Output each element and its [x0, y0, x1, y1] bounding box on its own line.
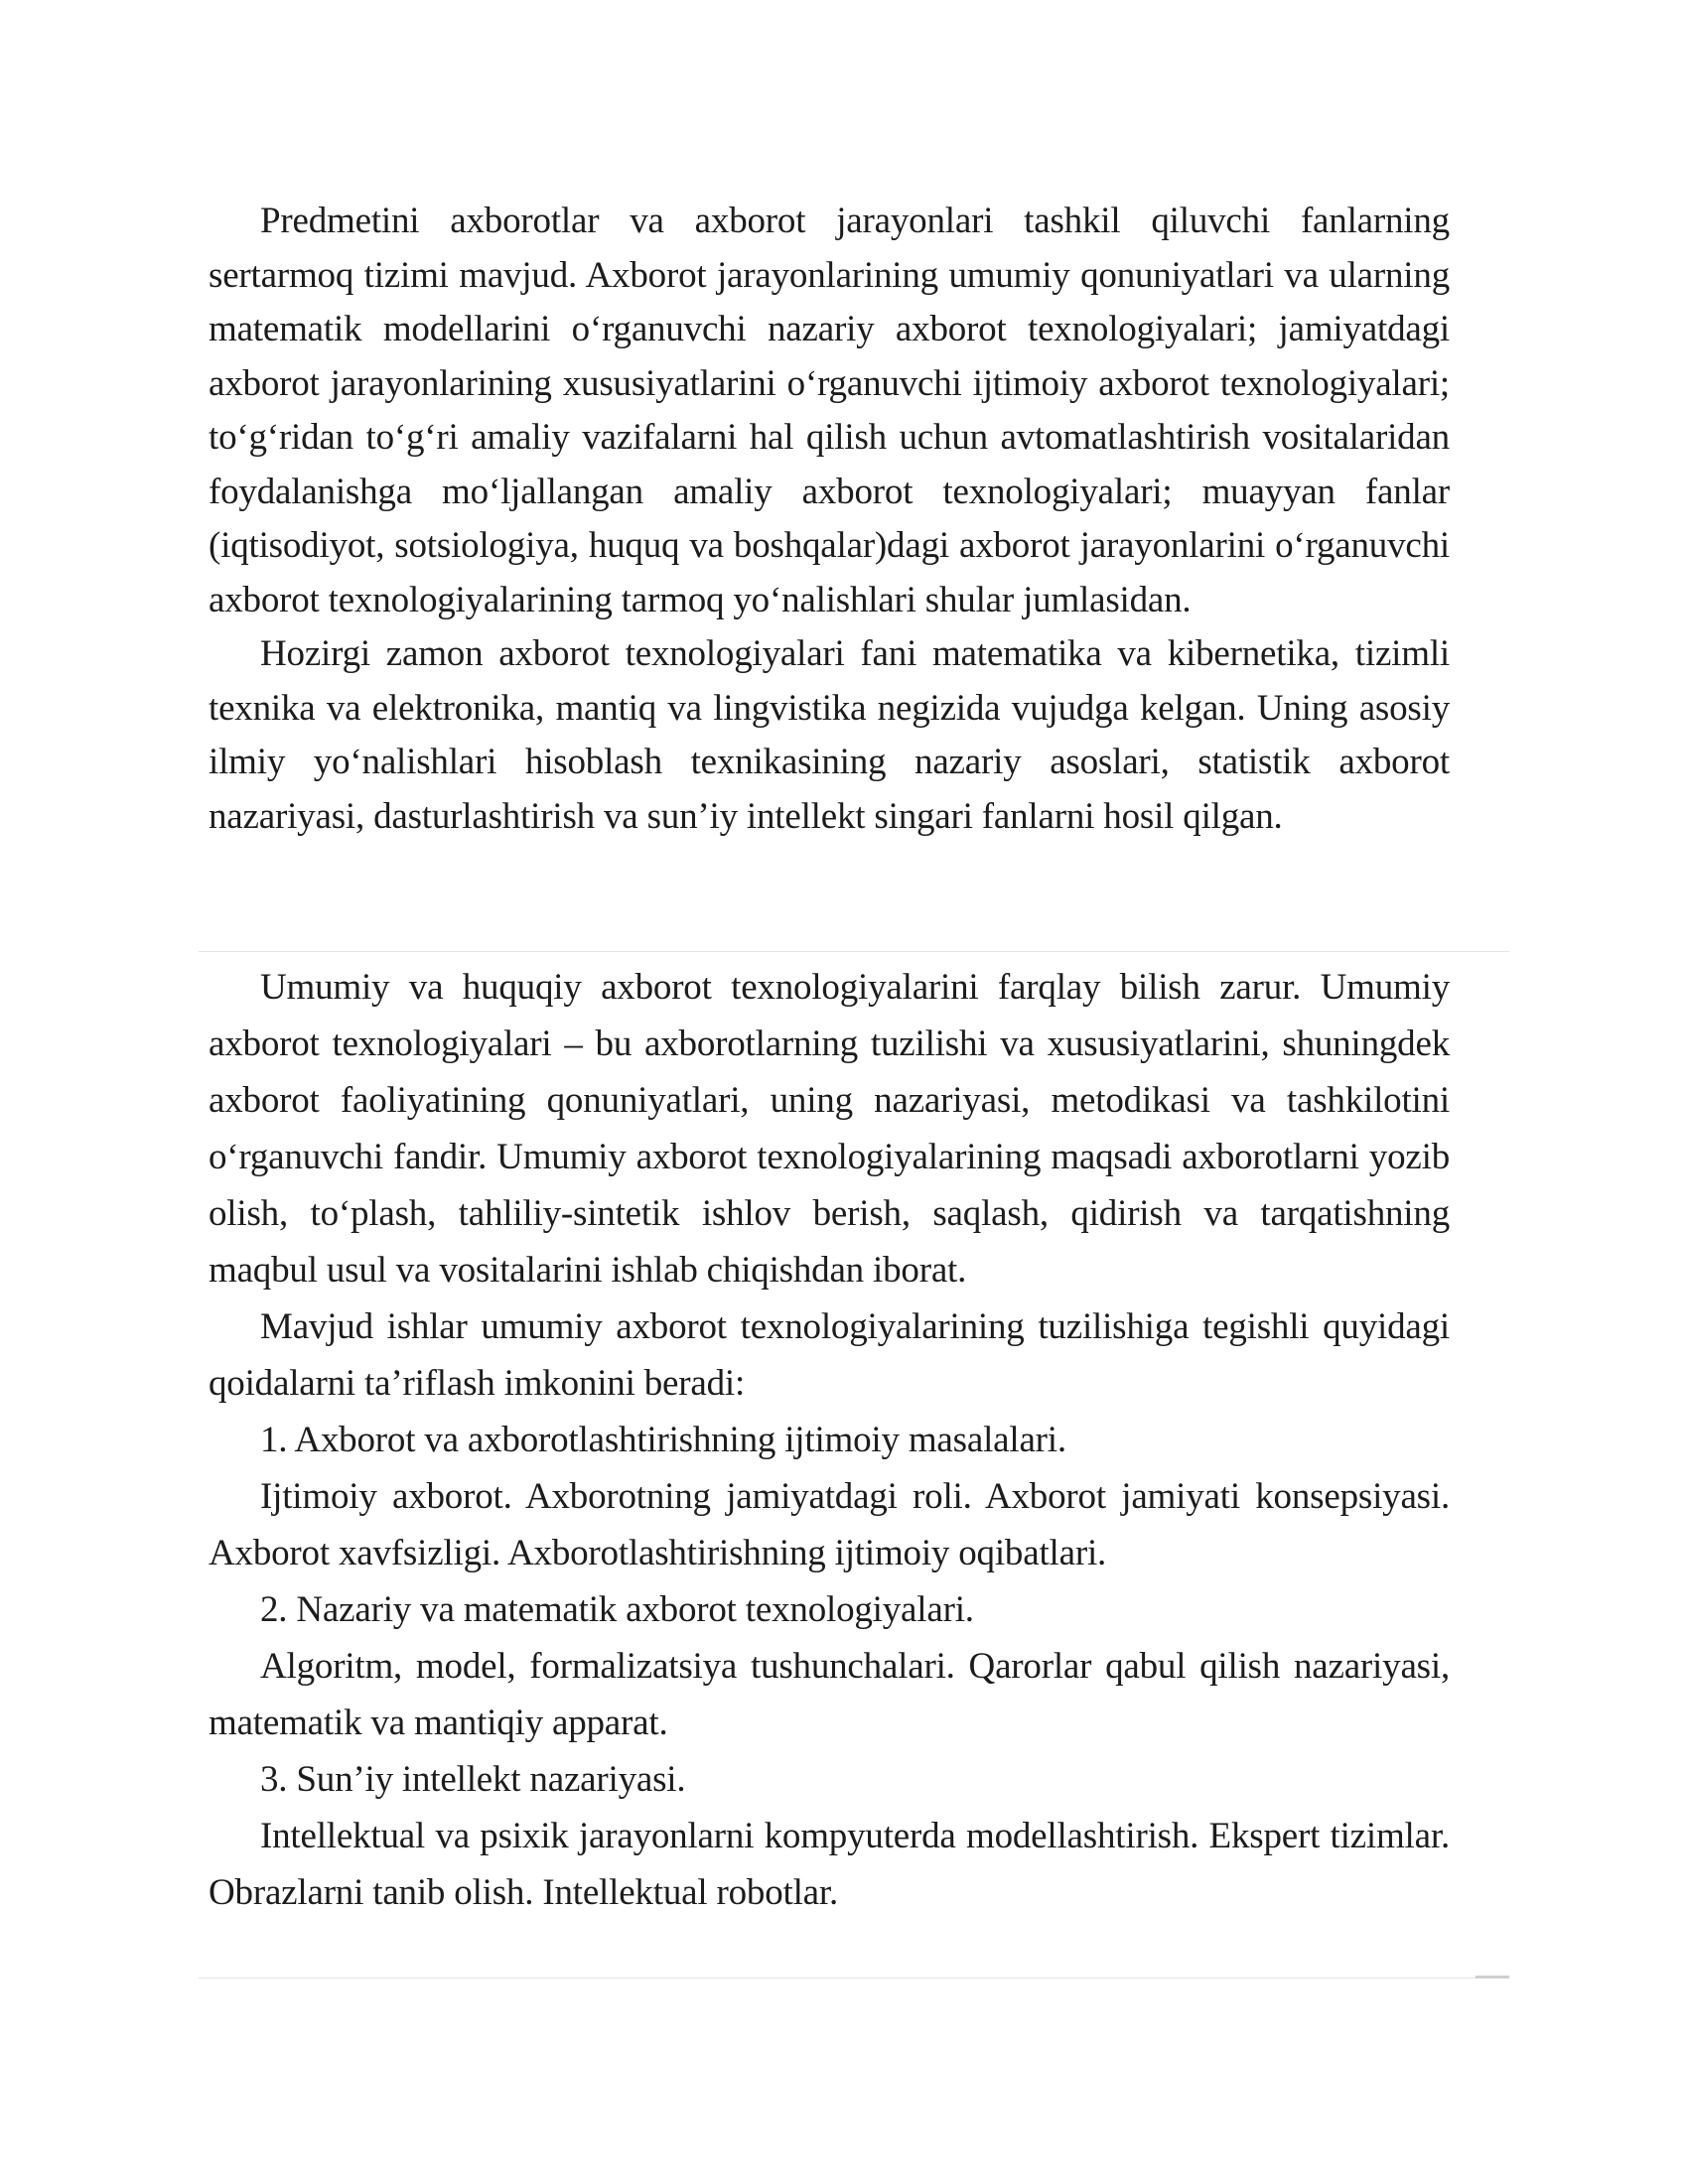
paragraph: Predmetini axborotlar va axborot jarayonlari tashkil qiluvchi fanlarning sertarmoq tizimi mavjud. Axborot jarayonlarining umumiy qonuniyatlari va ularning matematik modellarini o‘rganuvchi nazariy axborot texnologiyalari; jamiyatdagi axborot jarayonlarining xususiyatlarini o‘rganuvchi ijtimoiy axborot texnologiyalari; to‘g‘ridan to‘g‘ri amaliy vazifalarni hal qilish uchun avtomatlashtirish vositalaridan foydalanishga mo‘ljallangan amaliy axborot texnologiyalari; muayyan fanlar (iqtisodiyot, sotsiologiya, huquq va boshqalar)dagi axborot jarayonlarini o‘rganuvchi axborot texnologiyalarining tarmoq yo‘nalishlari shular jumlasidan. [209, 201, 1450, 620]
scan-divider-line [199, 1978, 1509, 1979]
scan-divider-line [199, 951, 1509, 952]
list-heading: 2. Nazariy va matematik axborot texnologiyalari. [260, 1589, 974, 1630]
list-heading: 1. Axborot va axborotlashtirishning ijtimoiy masalalari. [260, 1420, 1066, 1460]
text-block-2 [209, 959, 1450, 1921]
scan-artifact-mark [1476, 1976, 1509, 1979]
text-block-1 [209, 195, 1450, 844]
paragraph: Ijtimoiy axborot. Axborotning jamiyatdagi roli. Axborot jamiyati konsepsiyasi. Axborot xavfsizligi. Axborotlashtirishning ijtimoiy oqibatlari. [209, 1476, 1450, 1573]
paragraph: Umumiy va huquqiy axborot texnologiyalarini farqlay bilish zarur. Umumiy axborot texnologiyalari – bu axborotlarning tuzilishi va xususiyatlarini, shuningdek axborot faoliyatining qonuniyatlari, uning nazariyasi, metodikasi va tashkilotini o‘rganuvchi fandir. Umumiy axborot texnologiyalarining maqsadi axborotlarni yozib olish, to‘plash, tahliliy-sintetik ishlov berish, saqlash, qidirish va tarqatishning maqbul usul va vositalarini ishlab chiqishdan iborat. [209, 967, 1450, 1291]
paragraph: Algoritm, model, formalizatsiya tushunchalari. Qarorlar qabul qilish nazariyasi, matematik va mantiqiy apparat. [209, 1646, 1450, 1743]
paragraph: Intellektual va psixik jarayonlarni kompyuterda modellashtirish. Ekspert tizimlar. Obrazlarni tanib olish. Intellektual robotlar. [209, 1816, 1450, 1913]
list-heading: 3. Sun’iy intellekt nazariyasi. [260, 1759, 686, 1800]
paragraph: Mavjud ishlar umumiy axborot texnologiyalarining tuzilishiga tegishli quyidagi qoidalarni ta’riflash imkonini beradi: [209, 1306, 1450, 1404]
paragraph: Hozirgi zamon axborot texnologiyalari fani matematika va kibernetika, tizimli texnika va elektronika, mantiq va lingvistika negizida vujudga kelgan. Uning asosiy ilmiy yo‘nalishlari hisoblash texnikasining nazariy asoslari, statistik axborot nazariyasi, dasturlashtirish va sun’iy intellekt singari fanlarni hosil qilgan. [209, 633, 1450, 837]
